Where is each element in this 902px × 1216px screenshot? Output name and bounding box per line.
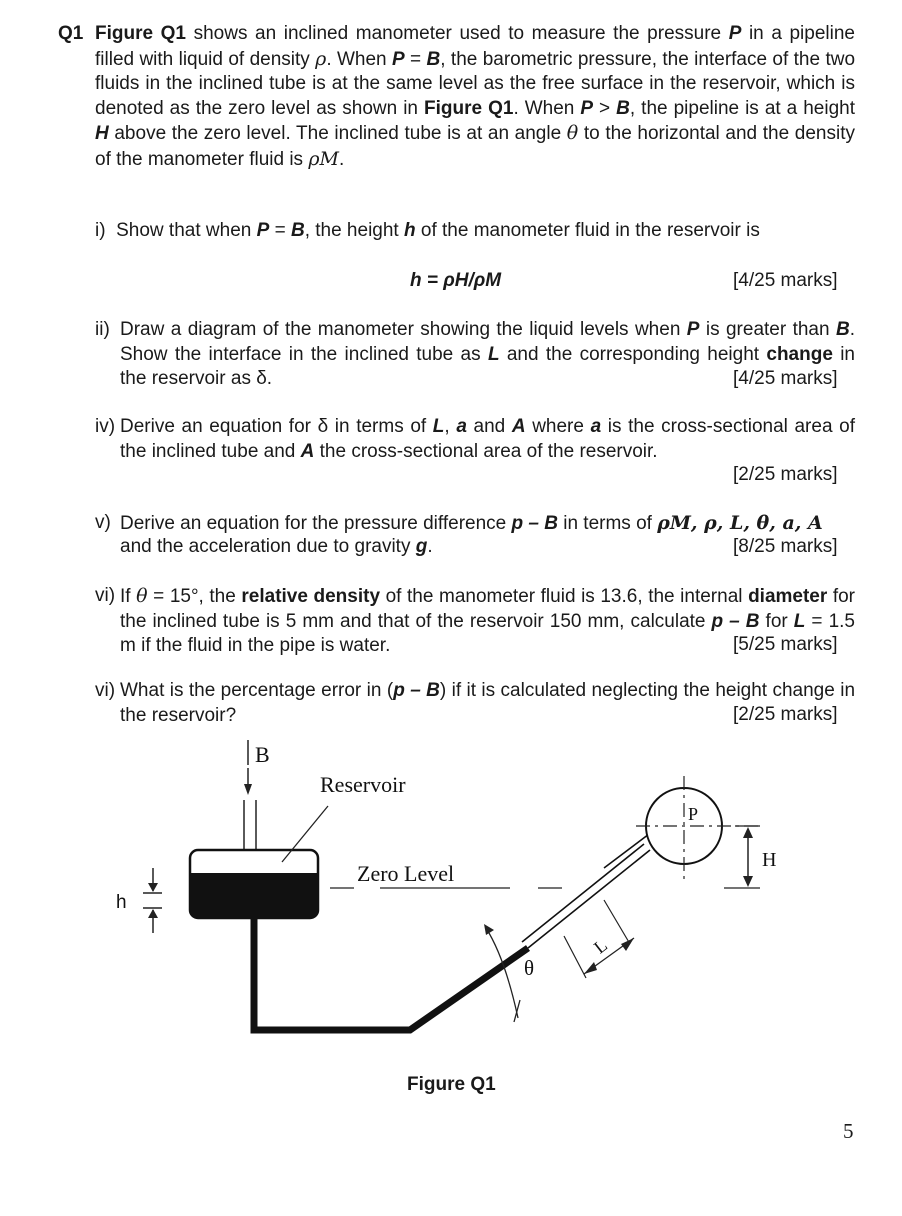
part-vi-a-label: vi) [95,585,116,606]
label-reservoir: Reservoir [320,772,406,797]
part-i-equation: h = ρH/ρM [410,270,502,291]
part-iv-label: iv) [95,416,116,437]
manometer-tube [254,918,528,1030]
part-v-label: v) [95,512,111,533]
h-dim-head-down [743,876,753,887]
l-dim-head-1 [584,962,597,974]
part-vi-a-marks: [5/25 marks] [733,634,838,655]
part-iv-marks: [2/25 marks] [733,464,838,485]
part-vi-b-label: vi) [95,680,116,701]
label-p: P [688,804,699,824]
part-v-marks: [8/25 marks] [733,536,838,557]
part-ii-label: ii) [95,319,110,340]
part-v-line1: Derive an equation for the pressure difference p – B in terms of ρM, ρ, L, θ, a, A [120,512,823,534]
figure-ref: Figure Q1 [424,97,514,119]
question-header [58,22,98,47]
label-big-h: H [762,849,777,871]
label-theta: θ [524,956,535,980]
figure-ref: Figure Q1 [95,23,186,44]
part-i-marks: [4/25 marks] [733,270,838,291]
h-arrow-up-head [148,909,158,918]
part-ii: Draw a diagram of the manometer showing the liquid levels when P is greater than B. Show the interface in the inclined tube as L and the corresponding height change in the reservoir as δ. [120,319,855,389]
part-ii-marks: [4/25 marks] [733,368,838,389]
reservoir-fluid [190,873,318,918]
b-arrow-head [244,784,252,795]
part-i: i) Show that when P = B, the height h of the manometer fluid in the reservoir is [95,220,760,241]
question-intro: Figure Q1 shows an inclined manometer used to measure the pressure P in a pipeline filled with liquid of density ρ. When P = B, the barometric pressure, the interface of the two fluids in the inclined tube is at the same level as the free surface in the reservoir, which is denoted as the zero level as shown in Figure Q1. When P > B, the pipeline is at a height H above the zero level. The inclined tube is at an angle θ to the horizontal and the density of the manometer fluid is ρM. [95,23,856,170]
question-number: Q1 [58,23,84,44]
incline-tube-inner [522,844,644,942]
l-ext-2 [604,900,630,944]
incline-tube-outer [528,850,650,948]
part-v-line2: and the acceleration due to gravity g. [120,536,433,557]
part-vi-b: What is the percentage error in (p – B) if it is calculated neglecting the height change in the reservoir? [120,680,856,726]
part-iv: Derive an equation for δ in terms of L, a and A where a is the cross-sectional area of the inclined tube and A the cross-sectional area of the reservoir. [120,416,855,462]
h-arrow-down-head [148,883,158,892]
l-ext-1 [564,936,586,978]
manometer-figure [0,730,902,1070]
label-h: h [116,892,127,913]
part-vi-a: If θ = 15°, the relative density of the manometer fluid is 13.6, the internal diameter for the inclined tube is 5 mm and that of the reservoir 150 mm, calculate p – B for L = 1.5 m if the fluid in the pipe is water. [120,585,856,656]
label-b: B [255,742,270,767]
label-l: L [590,935,612,958]
label-zero-level: Zero Level [357,861,455,886]
h-dim-head-up [743,827,753,838]
part-vi-b-marks: [2/25 marks] [733,704,838,725]
figure-caption: Figure Q1 [407,1074,496,1095]
page-number: 5 [843,1119,854,1143]
